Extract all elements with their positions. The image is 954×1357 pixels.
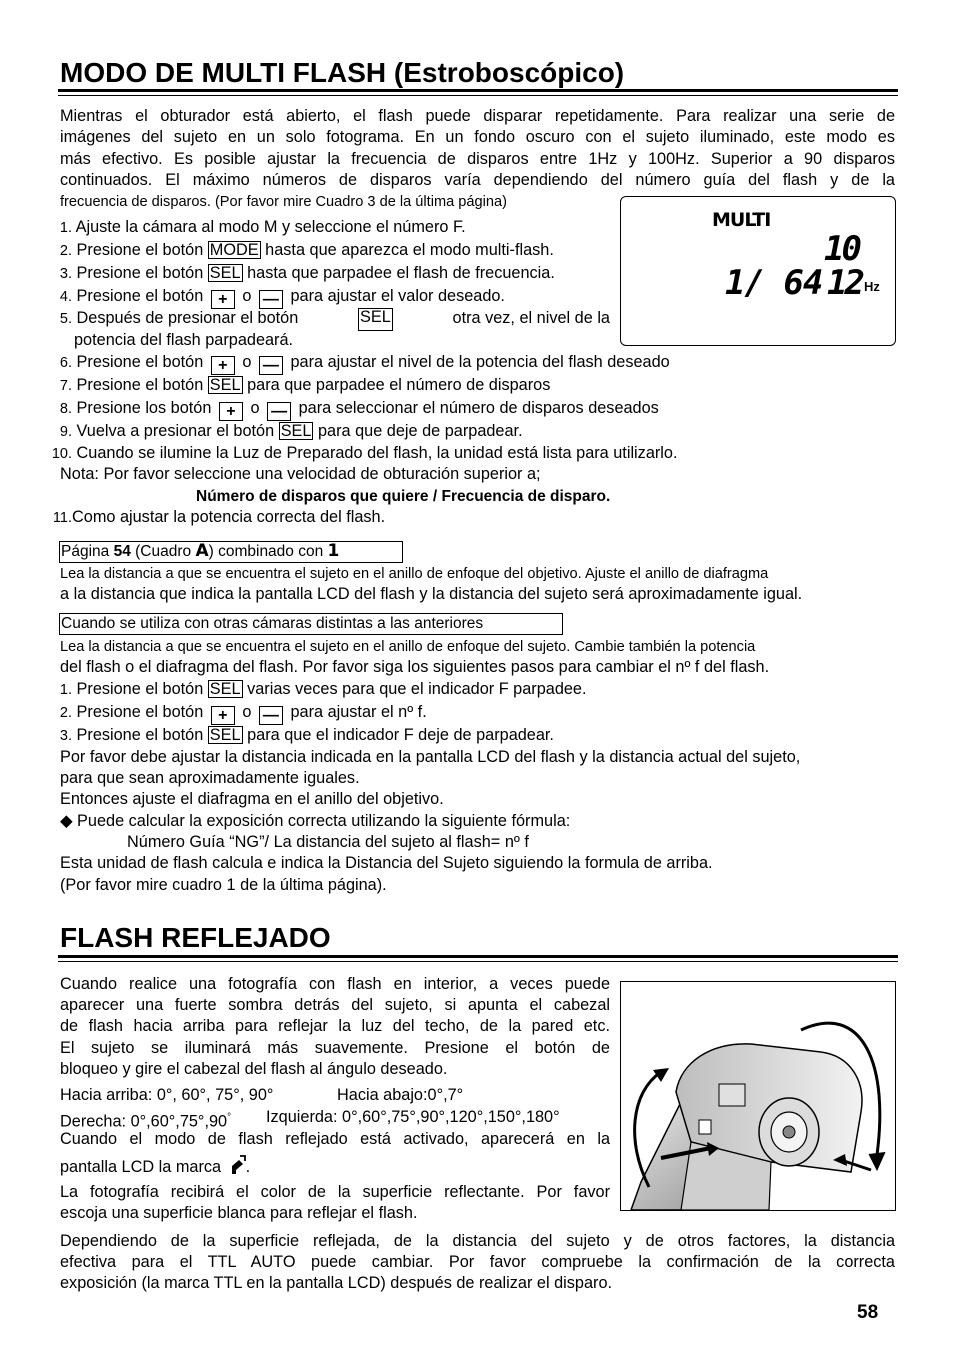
formula: Número Guía “NG”/ La distancia del sujeto al flash= nº f [127, 833, 529, 851]
sel-button-label: SEL [209, 726, 241, 744]
box2-text: del flash o el diafragma del flash. Por favor siga los siguientes pasos para cambiar el nº f del flash. [60, 658, 770, 676]
lcd-mode-text: MULTI [712, 209, 771, 231]
box2-paragraph: Por favor debe ajustar la distancia indicada en la pantalla LCD del flash y la distancia actual del sujeto, [60, 748, 801, 766]
step-11: 11.Como ajustar la potencia correcta del flash. [52, 508, 386, 526]
title-rule [58, 955, 898, 958]
sel-button-label: SEL [280, 422, 312, 440]
cuadro-1-icon: 1 [327, 541, 340, 561]
bounce-mark-icon [228, 1154, 246, 1178]
box2-text: Lea la distancia a que se encuentra el sujeto en el anillo de enfoque del sujeto. Cambie también la potencia [60, 639, 756, 655]
step-4: 4. Presione el botón + o — para ajustar el valor deseado. [59, 287, 505, 308]
box2-paragraph: para que sean aproximadamente iguales. [60, 769, 360, 787]
bounce-para-4: Dependiendo de la superficie reflejada, de la distancia del sujeto y de otros factores, la distancia [60, 1232, 895, 1250]
step-7: 7. Presione el botón SEL para que parpadee el número de disparos [59, 376, 551, 394]
bounce-para-4: exposición (la marca TTL en la pantalla LCD) después de realizar el disparo. [60, 1274, 613, 1292]
step-5: 5. Después de presionar el botón SEL otra vez, el nivel de la [50, 308, 610, 331]
bounce-para: aparecer una fuerte sombra detrás del sujeto, si apunta el cabezal [60, 996, 610, 1014]
intro-line: imágenes del sujeto en un solo fotograma. En un fondo oscuro con el sujeto iluminado, este modo es [60, 128, 895, 146]
step-10: 10. Cuando se ilumine la Luz de Preparado del flash, la unidad está lista para utilizarlo. [51, 444, 678, 462]
lcd-power: 1/ 64 [725, 263, 823, 303]
intro-line: Mientras el obturador está abierto, el flash puede disparar repetidamente. Para realizar una serie de [60, 107, 895, 125]
note: Nota: Por favor seleccione una velocidad de obturación superior a; [60, 465, 541, 483]
reference-box-label: Página 54 (Cuadro A) combinado con 1 [61, 541, 340, 561]
sel-button-label: SEL [209, 680, 241, 698]
plus-button-icon: + [211, 290, 235, 309]
title-rule-thin [58, 95, 898, 96]
step-9: 9. Vuelva a presionar el botón SEL para que deje de parpadear. [59, 422, 523, 440]
angles-down: Hacia abajo:0°,7° [337, 1086, 464, 1104]
box2-paragraph: Entonces ajuste el diafragma en el anillo del objetivo. [60, 790, 444, 808]
lcd-frequency-unit: Hz [864, 279, 880, 294]
step-5-cont: potencia del flash parpadeará. [74, 331, 294, 349]
other-cameras-label: Cuando se utiliza con otras cámaras distintas a las anteriores [61, 615, 484, 632]
step-6: 6. Presione el botón + o — para ajustar el nivel de la potencia del flash deseado [59, 353, 670, 374]
mode-button-label: MODE [209, 241, 259, 259]
box2-step-1: 1. Presione el botón SEL varias veces para que el indicador F parpadee. [59, 680, 587, 698]
box1-text: Lea la distancia a que se encuentra el sujeto en el anillo de enfoque del objetivo. Ajuste el anillo de diafragma [60, 566, 769, 582]
box2-step-3: 3. Presione el botón SEL para que el indicador F deje de parpadear. [59, 726, 554, 744]
plus-button-icon: + [211, 356, 235, 375]
bounce-para-3: escoja una superficie blanca para reflejar el flash. [60, 1204, 418, 1222]
step-8: 8. Presione los botón + o — para seleccionar el número de disparos deseados [59, 399, 659, 420]
bounce-para: de flash hacia arriba para reflejar la luz del techo, de la pared etc. [60, 1017, 610, 1035]
plus-button-icon: + [211, 706, 235, 725]
page-number: 58 [857, 1302, 879, 1323]
bounce-para: bloqueo y gire el cabezal del flash al ángulo deseado. [60, 1060, 448, 1078]
minus-button-icon: — [259, 356, 283, 375]
title-rule [58, 89, 898, 92]
bounce-para-4: efectiva para el TTL AUTO puede cambiar. Por favor compruebe la confirmación de la correcta [60, 1253, 895, 1271]
minus-button-icon: — [267, 402, 291, 421]
flash-head-illustration [620, 981, 896, 1211]
intro-line: continuados. El máximo números de disparos varía dependiendo del número guía del flash y de la [60, 171, 895, 189]
minus-button-icon: — [259, 290, 283, 309]
intro-line: más efectivo. Es posible ajustar la frecuencia de disparos entre 1Hz y 100Hz. Superior a 90 disparos [60, 150, 895, 168]
step-3: 3. Presione el botón SEL hasta que parpadee el flash de frecuencia. [59, 264, 555, 282]
angles-right: Derecha: 0°,60°,75°,90° [60, 1112, 232, 1131]
sel-button-label: SEL [358, 308, 393, 331]
step-2: 2. Presione el botón MODE hasta que aparezca el modo multi-flash. [59, 241, 554, 259]
step-1: 1. Ajuste la cámara al modo M y seleccione el número F. [59, 218, 466, 236]
lcd-display [620, 196, 896, 346]
section-title-bounce-flash: FLASH REFLEJADO [60, 922, 331, 953]
cuadro-a-icon: A [195, 541, 209, 561]
box1-text: a la distancia que indica la pantalla LCD del flash y la distancia del sujeto será aproximadamente igual. [60, 585, 803, 603]
minus-button-icon: — [259, 706, 283, 725]
intro-line: frecuencia de disparos. (Por favor mire Cuadro 3 de la última página) [60, 194, 507, 210]
angles-left: Izquierda: 0°,60°,75°,90°,120°,150°,180° [266, 1108, 560, 1126]
bounce-lcd-text: pantalla LCD la marca . [60, 1154, 250, 1179]
plus-button-icon: + [219, 402, 243, 421]
bounce-lcd-text: Cuando el modo de flash reflejado está activado, aparecerá en la [60, 1130, 610, 1148]
lcd-count: 10 [824, 229, 859, 269]
lcd-frequency: 12 [827, 263, 862, 303]
bounce-para-3: La fotografía recibirá el color de la superficie reflectante. Por favor [60, 1183, 610, 1201]
box2-paragraph: Esta unidad de flash calcula e indica la Distancia del Sujeto siguiendo la formula de arriba. [60, 854, 713, 872]
angles-up: Hacia arriba: 0°, 60°, 75°, 90° [60, 1086, 274, 1104]
sel-button-label: SEL [209, 376, 241, 394]
section-title-multi-flash: MODO DE MULTI FLASH (Estroboscópico) [60, 57, 625, 88]
box2-step-2: 2. Presione el botón + o — para ajustar el nº f. [59, 703, 427, 724]
box2-paragraph: ◆ Puede calcular la exposición correcta utilizando la siguiente fórmula: [60, 812, 571, 830]
note-formula: Número de disparos que quiere / Frecuencia de disparo. [196, 488, 611, 505]
sel-button-label: SEL [209, 264, 241, 282]
title-rule-thin [58, 961, 898, 962]
flash-head-drawing [621, 982, 895, 1210]
box2-paragraph: (Por favor mire cuadro 1 de la última página). [60, 876, 387, 894]
bounce-para: El sujeto se iluminará más suavemente. Presione el botón de [60, 1039, 610, 1057]
bounce-para: Cuando realice una fotografía con flash en interior, a veces puede [60, 975, 610, 993]
